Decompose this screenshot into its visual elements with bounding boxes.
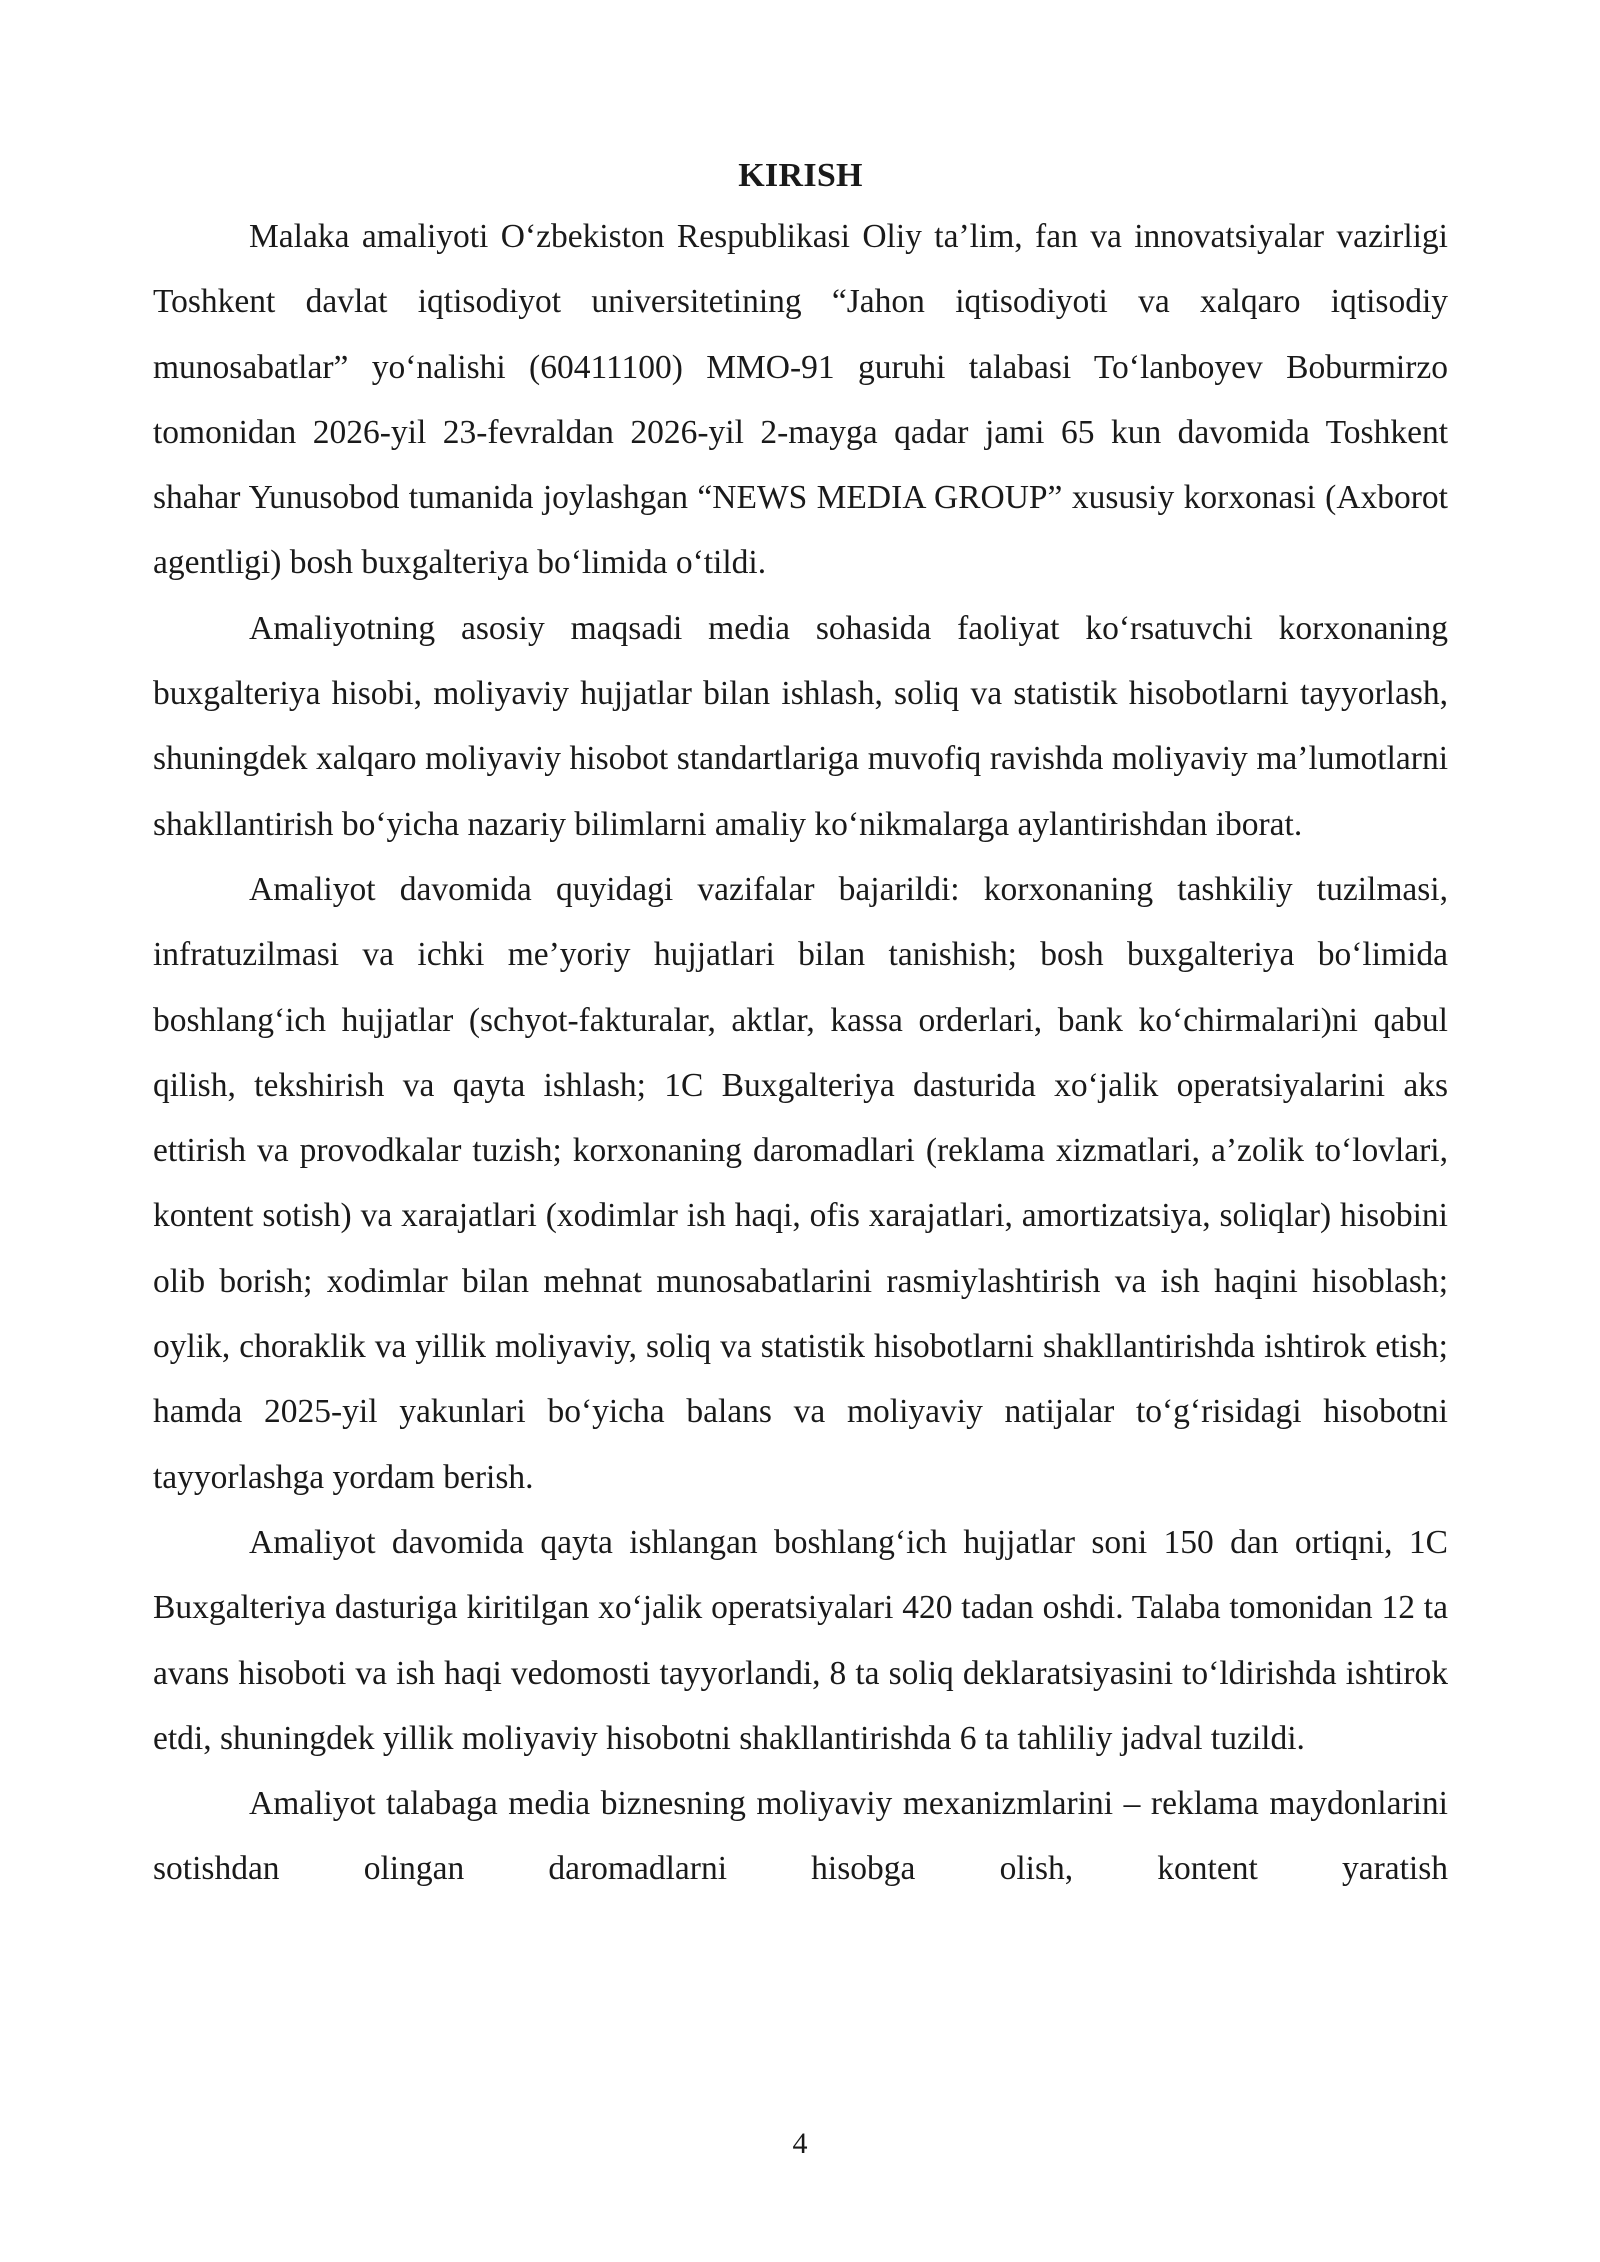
section-heading: KIRISH bbox=[738, 157, 863, 194]
paragraph-internship-conclusion: Amaliyot talabaga media biznesning moliyaviy mexanizmlarini – reklama maydonlarini sotishdan olingan daromadlarni hisobga olish, kontent yaratish bbox=[153, 1785, 1448, 1888]
paragraph-internship-goal: Amaliyotning asosiy maqsadi media sohasida faoliyat ko‘rsatuvchi korxonaning buxgalteriya hisobi, moliyaviy hujjatlar bilan ishlash, soliq va statistik hisobotlarni tayyorlash, shuningdek xalqaro moliyaviy hisobot standartlariga muvofiq ravishda moliyaviy ma’lumotlarni shakllantirish bo‘yicha nazariy bilimlarni amaliy ko‘nikmalarga aylantirishdan iborat. bbox=[153, 609, 1448, 843]
page-number: 4 bbox=[792, 2127, 808, 2160]
paragraph-internship-tasks: Amaliyot davomida quyidagi vazifalar bajarildi: korxonaning tashkiliy tuzilmasi, infratuzilmasi va ichki me’yoriy hujjatlari bilan tanishish; bosh buxgalteriya bo‘limida boshlang‘ich hujjatlar (schyot-fakturalar, aktlar, kassa orderlari, bank ko‘chirmalari)ni qabul qilish, tekshirish va qayta ishlash; 1C Buxgalteriya dasturida xo‘jalik operatsiyalarini aks ettirish va provodkalar tuzish; korxonaning daromadlari (reklama xizmatlari, a’zolik to‘lovlari, kontent sotish) va xarajatlari (xodimlar ish haqi, ofis xarajatlari, amortizatsiya, soliqlar) hisobini olib borish; xodimlar bilan mehnat munosabatlarini rasmiylashtirish va ish haqini hisoblash; oylik, choraklik va yillik moliyaviy, soliq va statistik hisobotlarni shakllantirishda ishtirok etish; hamda 2025-yil yakunlari bo‘yicha balans va moliyaviy natijalar to‘g‘risidagi hisobotni tayyorlashga yordam berish. bbox=[153, 870, 1448, 1496]
paragraph-internship-overview: Malaka amaliyoti O‘zbekiston Respublikasi Oliy ta’lim, fan va innovatsiyalar vazirligi Toshkent davlat iqtisodiyot universitetining “Jahon iqtisodiyoti va xalqaro iqtisodiy munosabatlar” yo‘nalishi (60411100) MMO-91 guruhi talabasi To‘lanboyev Boburmirzo tomonidan 2026-yil 23-fevraldan 2026-yil 2-mayga qadar jami 65 kun davomida Toshkent shahar Yunusobod tumanida joylashgan “NEWS MEDIA GROUP” xususiy korxonasi (Axborot agentligi) bosh buxgalteriya bo‘limida o‘tildi. bbox=[153, 218, 1448, 582]
paragraph-internship-results: Amaliyot davomida qayta ishlangan boshlang‘ich hujjatlar soni 150 dan ortiqni, 1C Buxgalteriya dasturiga kiritilgan xo‘jalik operatsiyalari 420 tadan oshdi. Talaba tomonidan 12 ta avans hisoboti va ish haqi vedomosti tayyorlandi, 8 ta soliq deklaratsiyasini to‘ldirishda ishtirok etdi, shuningdek yillik moliyaviy hisobotni shakllantirishda 6 ta tahliliy jadval tuzildi. bbox=[153, 1523, 1448, 1757]
page-body bbox=[153, 148, 1448, 1902]
